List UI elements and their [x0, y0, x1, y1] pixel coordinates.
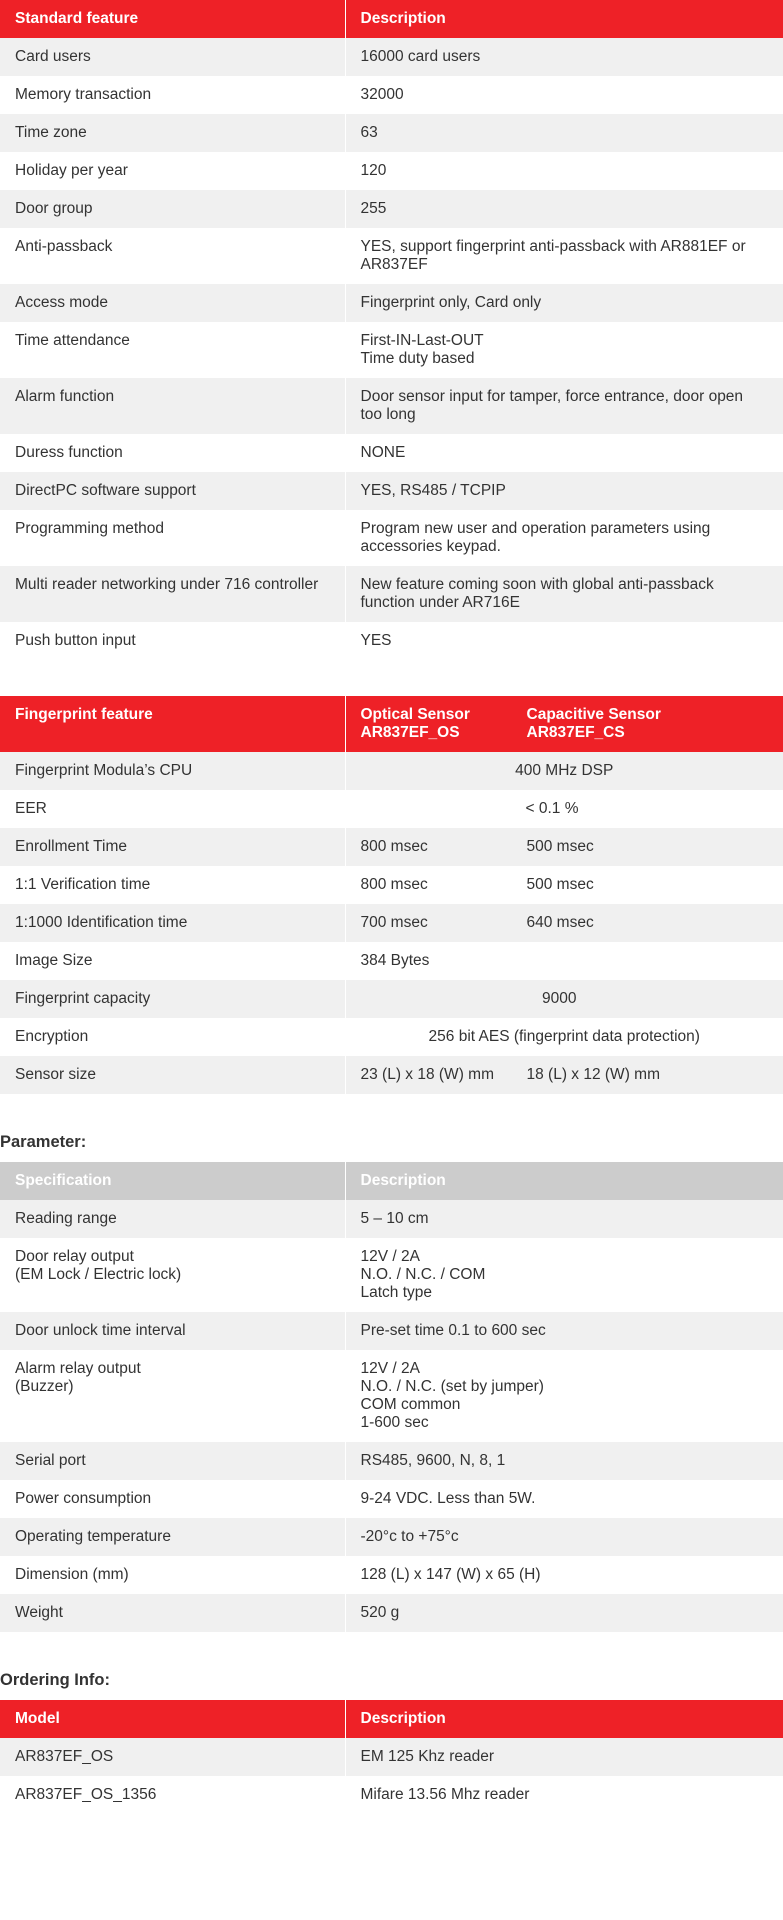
row-value: EM 125 Khz reader: [345, 1738, 783, 1776]
column-header: Fingerprint feature: [0, 696, 345, 752]
row-value: 384 Bytes: [345, 942, 783, 980]
optical-value: 800 msec: [360, 838, 428, 855]
row-label: Power consumption: [0, 1480, 345, 1518]
column-header: Model: [0, 1700, 345, 1738]
table-row: [0, 38, 783, 76]
row-label: AR837EF_OS: [0, 1738, 345, 1776]
row-label: Alarm function: [0, 378, 345, 434]
column-header: Description: [345, 1162, 783, 1200]
table-row: [0, 1738, 783, 1776]
table-row: [0, 434, 783, 472]
section-spacer: [0, 1632, 783, 1660]
row-value: First-IN-Last-OUT Time duty based: [345, 322, 783, 378]
row-value: 120: [345, 152, 783, 190]
row-label: 1:1000 Identification time: [0, 904, 345, 942]
table-row: [0, 1442, 783, 1480]
table-row: [0, 1350, 783, 1442]
row-value: < 0.1 %: [345, 790, 783, 828]
row-value: 256 bit AES (fingerprint data protection): [345, 1018, 783, 1056]
row-value: 9000: [345, 980, 783, 1018]
row-label: Multi reader networking under 716 controller: [0, 566, 345, 622]
table-row: [0, 114, 783, 152]
capacitive-value: 500 msec: [526, 838, 594, 855]
table-row: [0, 1018, 783, 1056]
row-label: Image Size: [0, 942, 345, 980]
row-label: Anti-passback: [0, 228, 345, 284]
row-value: Door sensor input for tamper, force entrance, door open too long: [345, 378, 783, 434]
row-value: RS485, 9600, N, 8, 1: [345, 1442, 783, 1480]
row-value: YES, RS485 / TCPIP: [345, 472, 783, 510]
ordering-header-row: [0, 1700, 783, 1738]
row-label: Encryption: [0, 1018, 345, 1056]
row-label: Door relay output (EM Lock / Electric lock): [0, 1238, 345, 1312]
row-value: 63: [345, 114, 783, 152]
table-row: [0, 190, 783, 228]
table-row: [0, 378, 783, 434]
capacitive-value: 18 (L) x 12 (W) mm: [526, 1066, 660, 1083]
row-label: Alarm relay output (Buzzer): [0, 1350, 345, 1442]
table-row: [0, 322, 783, 378]
row-label: Sensor size: [0, 1056, 345, 1094]
table-row: [0, 1312, 783, 1350]
row-label: Fingerprint capacity: [0, 980, 345, 1018]
table-row: [0, 866, 783, 904]
row-label: Operating temperature: [0, 1518, 345, 1556]
row-label: Time attendance: [0, 322, 345, 378]
row-value: Fingerprint only, Card only: [345, 284, 783, 322]
row-value-pair: [345, 828, 783, 866]
row-label: Memory transaction: [0, 76, 345, 114]
row-value: Program new user and operation parameters using accessories keypad.: [345, 510, 783, 566]
section-spacer: [0, 660, 783, 696]
row-label: Fingerprint Modula’s CPU: [0, 752, 345, 790]
row-label: Duress function: [0, 434, 345, 472]
row-value-pair: [345, 866, 783, 904]
row-value: 16000 card users: [345, 38, 783, 76]
row-value: 520 g: [345, 1594, 783, 1632]
row-label: EER: [0, 790, 345, 828]
column-header: Specification: [0, 1162, 345, 1200]
table-row: [0, 566, 783, 622]
table-row: [0, 904, 783, 942]
table-row: [0, 828, 783, 866]
table-row: [0, 1480, 783, 1518]
row-label: Card users: [0, 38, 345, 76]
table-row: [0, 980, 783, 1018]
fingerprint-feature-table: [0, 696, 783, 1094]
table-row: [0, 510, 783, 566]
optical-value: 23 (L) x 18 (W) mm: [360, 1066, 494, 1083]
table-row: [0, 942, 783, 980]
sensor-header-cell: [345, 696, 783, 752]
row-label: Serial port: [0, 1442, 345, 1480]
optical-value: 800 msec: [360, 876, 428, 893]
row-value: YES, support fingerprint anti-passback with AR881EF or AR837EF: [345, 228, 783, 284]
row-label: Programming method: [0, 510, 345, 566]
row-label: Weight: [0, 1594, 345, 1632]
column-header: Description: [345, 1700, 783, 1738]
table-row: [0, 76, 783, 114]
row-label: Enrollment Time: [0, 828, 345, 866]
table-row: [0, 1594, 783, 1632]
section-spacer: [0, 1094, 783, 1122]
table-row: [0, 1556, 783, 1594]
row-value: YES: [345, 622, 783, 660]
row-label: DirectPC software support: [0, 472, 345, 510]
table-row: [0, 284, 783, 322]
standard-feature-table: [0, 0, 783, 660]
parameter-table: [0, 1162, 783, 1632]
table-row: [0, 752, 783, 790]
row-value: Mifare 13.56 Mhz reader: [345, 1776, 783, 1814]
table-row: [0, 1518, 783, 1556]
row-label: Holiday per year: [0, 152, 345, 190]
row-label: Door group: [0, 190, 345, 228]
row-label: Access mode: [0, 284, 345, 322]
optical-sensor-header: Optical Sensor AR837EF_OS: [360, 706, 470, 741]
table-row: [0, 1238, 783, 1312]
row-label: Door unlock time interval: [0, 1312, 345, 1350]
table-row: [0, 1776, 783, 1814]
table-row: [0, 622, 783, 660]
table-row: [0, 1056, 783, 1094]
capacitive-value: 500 msec: [526, 876, 594, 893]
row-value: 9-24 VDC. Less than 5W.: [345, 1480, 783, 1518]
row-value: 128 (L) x 147 (W) x 65 (H): [345, 1556, 783, 1594]
optical-value: 700 msec: [360, 914, 428, 931]
row-label: AR837EF_OS_1356: [0, 1776, 345, 1814]
column-header: Description: [345, 0, 783, 38]
row-value: NONE: [345, 434, 783, 472]
table-row: [0, 790, 783, 828]
row-value-pair: [345, 904, 783, 942]
ordering-heading: Ordering Info:: [0, 1671, 110, 1689]
row-label: Time zone: [0, 114, 345, 152]
row-value-pair: [345, 1056, 783, 1094]
row-label: Dimension (mm): [0, 1556, 345, 1594]
row-value: 5 – 10 cm: [345, 1200, 783, 1238]
table-row: [0, 228, 783, 284]
column-header: Standard feature: [0, 0, 345, 38]
fingerprint-header-row: [0, 696, 783, 752]
parameter-heading: Parameter:: [0, 1133, 87, 1151]
row-value: -20°c to +75°c: [345, 1518, 783, 1556]
row-label: 1:1 Verification time: [0, 866, 345, 904]
capacitive-value: 640 msec: [526, 914, 594, 931]
row-label: Push button input: [0, 622, 345, 660]
row-value: 12V / 2A N.O. / N.C. / COM Latch type: [345, 1238, 783, 1312]
row-value: Pre-set time 0.1 to 600 sec: [345, 1312, 783, 1350]
table-row: [0, 152, 783, 190]
row-value: New feature coming soon with global anti-passback function under AR716E: [345, 566, 783, 622]
row-label: Reading range: [0, 1200, 345, 1238]
row-value: 255: [345, 190, 783, 228]
table-row: [0, 472, 783, 510]
row-value: 12V / 2A N.O. / N.C. (set by jumper) COM common 1-600 sec: [345, 1350, 783, 1442]
row-value: 32000: [345, 76, 783, 114]
row-value: 400 MHz DSP: [345, 752, 783, 790]
standard-header-row: [0, 0, 783, 38]
capacitive-sensor-header: Capacitive Sensor AR837EF_CS: [526, 706, 661, 741]
table-row: [0, 1200, 783, 1238]
parameter-header-row: [0, 1162, 783, 1200]
ordering-table: [0, 1700, 783, 1814]
